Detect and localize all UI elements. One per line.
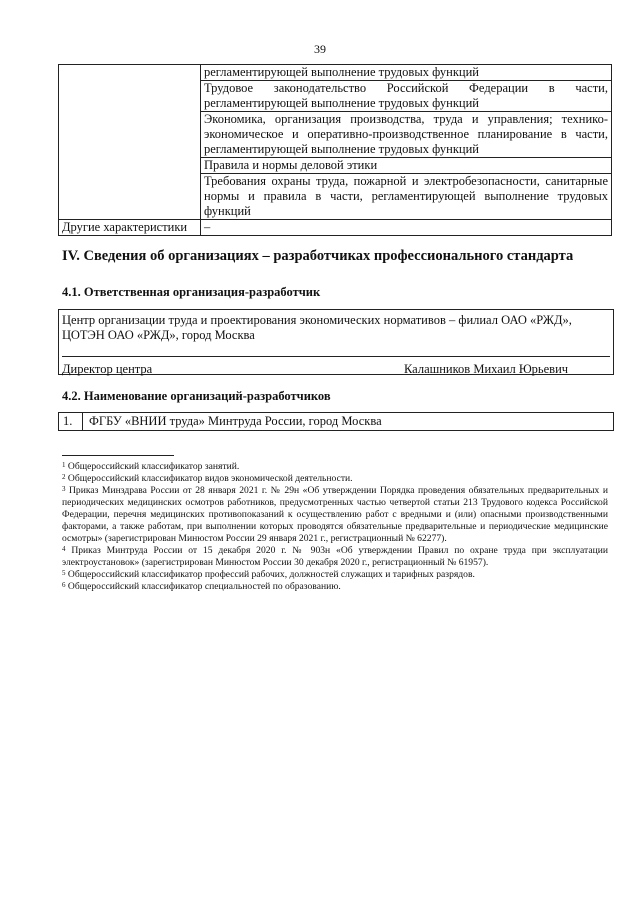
footnote (62, 581, 608, 593)
developer-name: ФГБУ «ВНИИ труда» Минтруда России, город Москва (89, 414, 382, 428)
table-text-cell: регламентирующей выполнение трудовых функций (201, 65, 612, 81)
footnote (62, 569, 608, 581)
table-label-cell (59, 65, 201, 220)
subsection-title-4-2: 4.2. Наименование организаций-разработчиков (62, 389, 331, 403)
footnote-text: Общероссийский классификатор специальностей по образованию. (67, 581, 341, 592)
footnotes (62, 461, 608, 593)
table-text-cell: Требования охраны труда, пожарной и электробезопасности, санитарные нормы и правила в части, регламентирующей выполнение трудовых функций (201, 174, 612, 220)
responsible-org-name: Центр организации труда и проектирования экономических нормативов – филиал ОАО «РЖД», ЦОТЭН ОАО «РЖД», город Москва (62, 313, 572, 342)
other-characteristics-value: – (201, 220, 612, 236)
requirements-table (58, 64, 612, 236)
table-text-cell: Экономика, организация производства, труда и управления; технико-экономическое и оперативно-производственное планирование в части, регламентирующей выполнение трудовых функций (201, 112, 612, 158)
footnote-mark: 3 (62, 485, 66, 493)
table-row (59, 65, 612, 81)
table-text-cell: Правила и нормы деловой этики (201, 158, 612, 174)
footnote-mark: 5 (62, 569, 66, 577)
footnote-text: Общероссийский классификатор занятий. (67, 461, 240, 472)
footnote (62, 545, 608, 569)
footnote-mark: 6 (62, 581, 66, 589)
subsection-title-4-1: 4.1. Ответственная организация-разработчик (62, 285, 321, 299)
footnote-text: Общероссийский классификатор профессий рабочих, должностей служащих и тарифных разрядов. (67, 569, 475, 580)
footnote (62, 473, 608, 485)
section-title: IV. Сведения об организациях – разработчиках профессионального стандарта (62, 248, 574, 264)
footnote (62, 461, 608, 473)
developer-number: 1. (59, 413, 83, 430)
footnote-text: Общероссийский классификатор видов экономической деятельности. (67, 473, 353, 484)
footnote (62, 485, 608, 545)
divider (62, 356, 610, 357)
responsible-org-box (58, 309, 614, 375)
table-row (59, 220, 612, 236)
footnote-text: Приказ Минтруда России от 15 декабря 2020 г. № 903н «Об утверждении Правил по охране труда при эксплуатации электроустановок» (зарегистрирован Минюстом России 30 декабря 2020 г., регистрационный № 61957). (62, 545, 608, 568)
footnote-mark: 1 (62, 461, 66, 469)
developer-row (58, 412, 614, 431)
footnote-mark: 4 (62, 545, 66, 553)
footnote-mark: 2 (62, 473, 66, 481)
table-text-cell: Трудовое законодательство Российской Федерации в части, регламентирующей выполнение трудовых функций (201, 81, 612, 112)
footnote-separator (62, 455, 174, 456)
other-characteristics-label: Другие характеристики (59, 220, 201, 236)
director-role: Директор центра (62, 362, 153, 376)
page-number: 39 (314, 42, 326, 56)
director-name: Калашников Михаил Юрьевич (404, 362, 569, 376)
signature-row (62, 362, 610, 377)
footnote-text: Приказ Минздрава России от 28 января 2021 г. № 29н «Об утверждении Порядка проведения обязательных предварительных и периодических медицинских осмотров работников, предусмотренных частью четвертой статьи 213 Трудового кодекса Российской Федерации, перечня медицинских противопоказаний к осуществлению работ с вредными и (или) опасными производственными факторами, а также работам, при выполнении которых проводятся обязательные предварительные и периодические медицинские осмотры» (зарегистрирован Минюстом России 29 января 2021 г., регистрационный № 62277). (62, 485, 608, 544)
